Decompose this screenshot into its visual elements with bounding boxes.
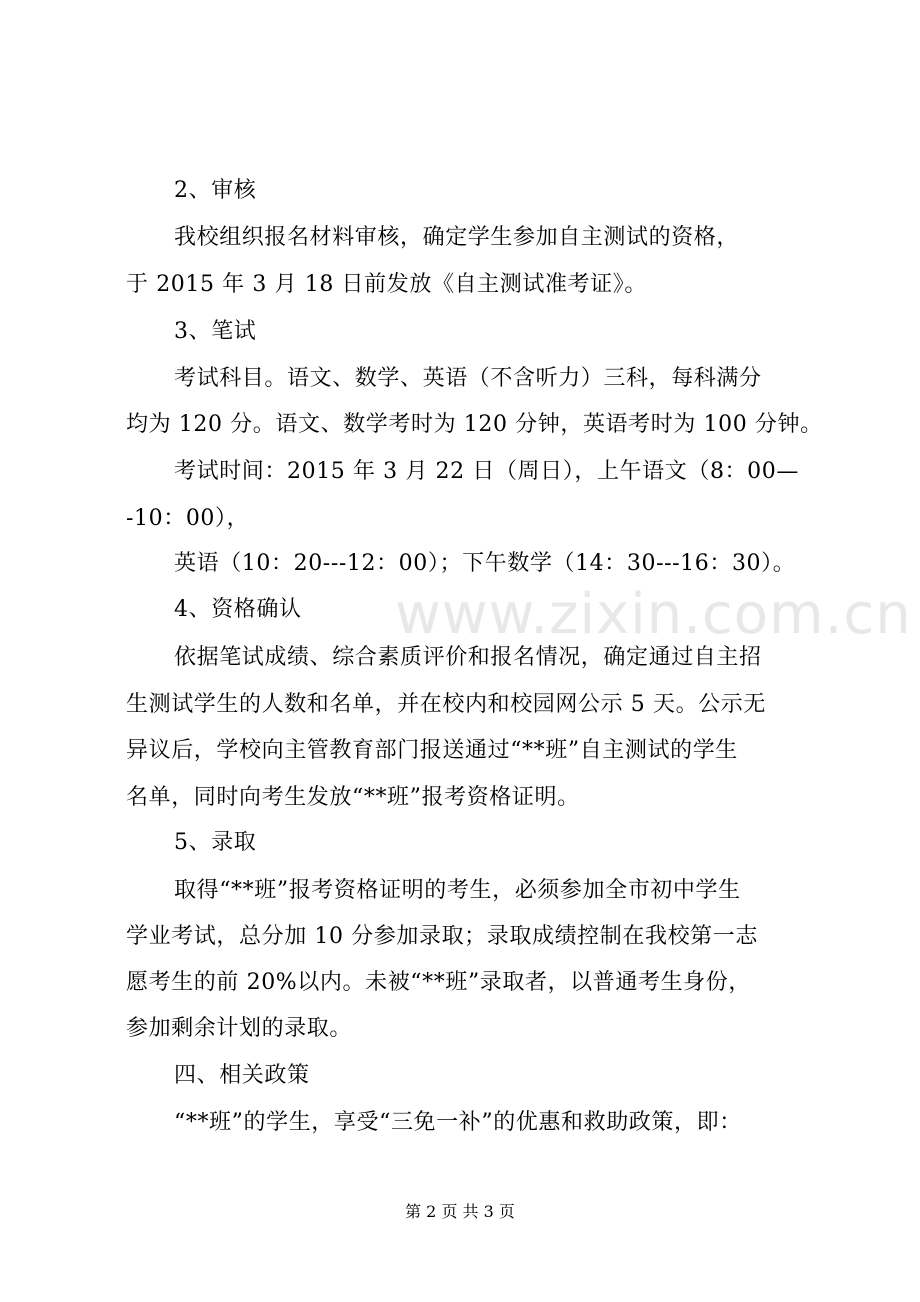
paragraph-line: 参加剩余计划的录取。 xyxy=(126,1016,353,1041)
paragraph-line: 取得“**班”报考资格证明的考生，必须参加全市初中学生 xyxy=(174,878,741,903)
paragraph-line: 均为 120 分。语文、数学考时为 120 分钟，英语考时为 100 分钟。 xyxy=(126,412,823,437)
page-footer: 第 2 页 共 3 页 xyxy=(405,1202,515,1221)
paragraph-line: 考试科目。语文、数学、英语（不含听力）三科，每科满分 xyxy=(174,366,762,391)
heading-policies: 四、相关政策 xyxy=(174,1063,310,1088)
heading-admission: 5、录取 xyxy=(174,830,257,855)
paragraph-line: 异议后，学校向主管教育部门报送通过“**班”自主测试的学生 xyxy=(126,738,738,763)
paragraph-line: 于 2015 年 3 月 18 日前发放《自主测试准考证》。 xyxy=(126,272,647,297)
paragraph-line: 生测试学生的人数和名单，并在校内和校园网公示 5 天。公示无 xyxy=(126,692,766,717)
paragraph-line: 英语（10：20---12：00）；下午数学（14：30---16：30）。 xyxy=(174,551,796,576)
heading-review: 2、审核 xyxy=(174,178,257,203)
heading-written-exam: 3、笔试 xyxy=(174,319,257,344)
paragraph-line: 学业考试，总分加 10 分参加录取；录取成绩控制在我校第一志 xyxy=(126,924,758,949)
paragraph-line: -10：00）， xyxy=(126,506,250,531)
paragraph-line: 愿考生的前 20%以内。未被“**班”录取者，以普通考生身份， xyxy=(126,970,751,995)
paragraph-line: 考试时间：2015 年 3 月 22 日（周日），上午语文（8：00— xyxy=(174,459,799,484)
watermark: www.zixin.com.cn xyxy=(395,582,912,647)
paragraph-line: “**班”的学生，享受“三免一补”的优惠和救助政策，即： xyxy=(174,1110,742,1135)
heading-qualification: 4、资格确认 xyxy=(174,597,302,622)
paragraph-line: 名单，同时向考生发放“**班”报考资格证明。 xyxy=(126,785,580,810)
paragraph-line: 依据笔试成绩、综合素质评价和报名情况，确定通过自主招 xyxy=(174,645,762,670)
paragraph-line: 我校组织报名材料审核，确定学生参加自主测试的资格， xyxy=(174,225,740,250)
